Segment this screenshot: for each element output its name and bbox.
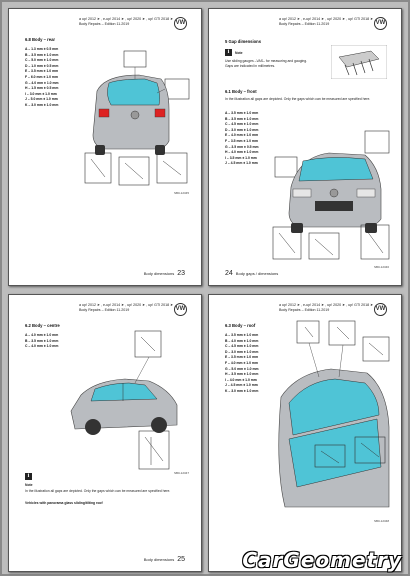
list-item: A – 3.5 mm ± 1.0 mm xyxy=(225,333,259,337)
page-number: 23 xyxy=(177,270,185,277)
page-number: 24 xyxy=(225,270,233,277)
figure-tag: SB0-12348 xyxy=(374,519,390,523)
header-text: a up! 2012 ➤ , e-up! 2014 ➤ , up! 2020 ➤ , up! GTI 2018 ➤ xyxy=(79,17,174,21)
intro-text: In the illustration all gaps are depicted. Only the gaps which can be measured are specified here. xyxy=(225,97,371,101)
measurement-list xyxy=(225,111,259,167)
gauge-tool-illustration xyxy=(331,45,387,79)
footer-label: Body dimensions xyxy=(143,271,175,276)
list-item: I – 4.0 mm ± 1.0 mm xyxy=(225,377,257,382)
page-footer xyxy=(225,270,278,277)
list-item: J – 4.5 mm ± 1.0 mm xyxy=(225,383,258,388)
figure-tag: SB0-12345 xyxy=(174,191,190,195)
car-front-illustration xyxy=(269,127,393,263)
note-line: Use sliding gauges –VAS– for measuring and gauging. xyxy=(225,59,308,63)
page-header xyxy=(279,303,379,313)
list-item: F – 6.0 mm ± 1.0 mm xyxy=(25,74,58,79)
measurement-list xyxy=(25,333,58,350)
header-text: a up! 2012 ➤ , e-up! 2014 ➤ , up! 2020 ➤ , up! GTI 2018 ➤ xyxy=(79,303,174,307)
list-item: K – 3.0 mm ± 1.0 mm xyxy=(225,388,259,393)
page-header xyxy=(79,303,179,313)
list-item: C – 5.0 mm ± 1.0 mm xyxy=(25,58,59,63)
car-roof-illustration xyxy=(267,317,393,517)
vw-logo-icon: VW xyxy=(174,17,187,30)
note-title: Note xyxy=(235,51,243,55)
list-item: K – 3.0 mm ± 1.0 mm xyxy=(25,102,59,107)
note-text: In the illustration all gaps are depicted. Only the gaps which can be measured are specified here. xyxy=(25,489,171,493)
list-item: E – 3.5 mm ± 1.0 mm xyxy=(25,69,59,74)
footer-label: Body dimensions xyxy=(143,557,175,562)
list-item: H – 4.0 mm ± 1.0 mm xyxy=(225,150,259,155)
section-title: 6.8 Body – rear xyxy=(25,37,56,42)
viewer-background xyxy=(2,2,408,574)
watermark-logo: CarGeometry xyxy=(242,548,402,572)
section-title: 5 Gap dimensions xyxy=(225,39,262,44)
list-item: H – 1.5 mm ± 0.5 mm xyxy=(25,86,59,91)
header-subtitle: Body Repairs – Edition 11.2019 xyxy=(279,22,330,26)
page-26 xyxy=(208,294,402,572)
figure-tag: SB0-12347 xyxy=(174,471,190,475)
car-rear-illustration xyxy=(69,49,193,189)
list-item: J – 5.0 mm ± 1.0 mm xyxy=(25,97,58,102)
figure-tag: SB0-12346 xyxy=(374,265,390,269)
note-text xyxy=(225,59,325,69)
list-item: B – 3.5 mm ± 1.0 mm xyxy=(25,338,59,343)
note-subheading: Vehicles with panorama glass sliding/tilting roof xyxy=(25,501,103,505)
list-item: D – 3.0 mm ± 1.0 mm xyxy=(225,127,259,132)
vw-logo-icon: VW xyxy=(374,17,387,30)
measurement-list xyxy=(225,333,259,395)
measurement-list xyxy=(25,47,59,109)
header-subtitle: Body Repairs – Edition 11.2019 xyxy=(79,22,130,26)
list-item: D – 1.0 mm ± 0.5 mm xyxy=(25,63,59,68)
list-item: A – 4.0 mm ± 1.0 mm xyxy=(25,333,59,337)
page-number: 25 xyxy=(177,556,185,563)
list-item: B – 4.0 mm ± 1.0 mm xyxy=(225,338,259,343)
header-subtitle: Body Repairs – Edition 11.2019 xyxy=(79,308,130,312)
list-item: E – 3.5 mm ± 1.0 mm xyxy=(225,355,259,360)
header-text: a up! 2012 ➤ , e-up! 2014 ➤ , up! 2020 ➤ , up! GTI 2018 ➤ xyxy=(279,303,374,307)
subsection-title: 6.1 Body – front xyxy=(225,89,257,94)
car-side-illustration xyxy=(65,325,193,475)
section-title: 6.3 Body – roof xyxy=(225,323,256,328)
page-header xyxy=(79,17,179,27)
header-text: a up! 2012 ➤ , e-up! 2014 ➤ , up! 2020 ➤ , up! GTI 2018 ➤ xyxy=(279,17,374,21)
list-item: G – 5.0 mm ± 1.0 mm xyxy=(225,366,259,371)
list-item: A – 3.5 mm ± 1.0 mm xyxy=(225,111,259,115)
page-24 xyxy=(208,8,402,286)
page-footer xyxy=(144,270,185,277)
info-icon: i xyxy=(225,49,232,56)
note-title: Note xyxy=(25,483,33,487)
vw-logo-icon: VW xyxy=(174,303,187,316)
list-item: B – 3.5 mm ± 1.0 mm xyxy=(225,116,259,121)
list-item: C – 4.0 mm ± 1.0 mm xyxy=(25,344,59,349)
page-footer xyxy=(144,556,185,563)
list-item: D – 3.0 mm ± 1.0 mm xyxy=(225,349,259,354)
list-item: C – 4.5 mm ± 1.0 mm xyxy=(225,344,259,349)
header-subtitle: Body Repairs – Edition 11.2019 xyxy=(279,308,330,312)
list-item: E – 4.0 mm ± 1.0 mm xyxy=(225,133,259,138)
footer-label: Body gaps / dimensions xyxy=(235,271,279,276)
list-item: G – 3.5 mm ± 0.5 mm xyxy=(225,144,259,149)
section-title: 6.2 Body – centre xyxy=(25,323,60,328)
list-item: J – 4.5 mm ± 1.0 mm xyxy=(225,161,258,166)
list-item: I – 3.0 mm ± 1.0 mm xyxy=(25,91,57,96)
note-line: Gaps are indicated in millimetres. xyxy=(225,63,276,68)
list-item: I – 3.5 mm ± 1.0 mm xyxy=(225,155,257,160)
list-item: B – 3.5 mm ± 1.0 mm xyxy=(25,52,59,57)
list-item: F – 4.0 mm ± 1.0 mm xyxy=(225,360,258,365)
page-23 xyxy=(8,8,202,286)
page-header xyxy=(279,17,379,27)
list-item: G – 4.0 mm ± 1.0 mm xyxy=(25,80,59,85)
page-25 xyxy=(8,294,202,572)
info-icon: i xyxy=(25,473,32,480)
list-item: C – 4.5 mm ± 1.0 mm xyxy=(225,122,259,127)
list-item: F – 3.5 mm ± 1.0 mm xyxy=(225,138,258,143)
list-item: H – 3.5 mm ± 1.0 mm xyxy=(225,372,259,377)
vw-logo-icon: VW xyxy=(374,303,387,316)
list-item: A – 1.3 mm ± 0.5 mm xyxy=(25,47,59,51)
